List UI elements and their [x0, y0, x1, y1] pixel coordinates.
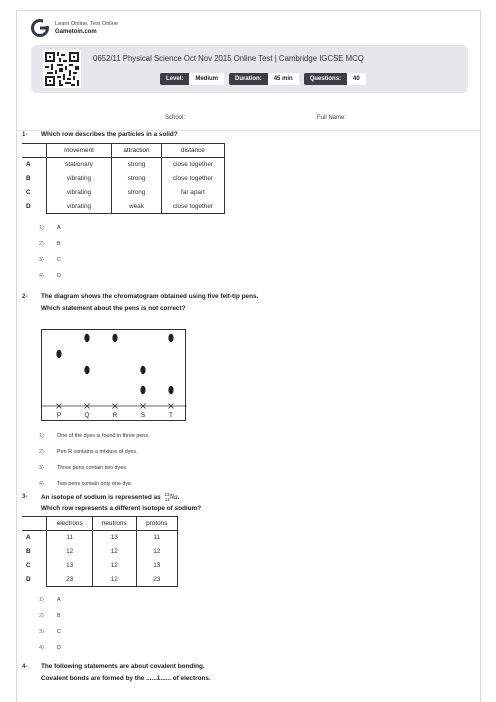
question-text: The diagram shows the chromatogram obtained using five felt-tip pens. [41, 293, 259, 300]
table-row [22, 172, 225, 186]
dye-spot-Q-0 [84, 334, 89, 342]
option-number: 1) [39, 433, 44, 439]
option-number: 3) [39, 465, 44, 471]
option-text: C [57, 629, 61, 635]
row-label: A [26, 534, 31, 542]
answer-option[interactable] [39, 241, 61, 247]
isotope-symbol: Na [169, 493, 178, 502]
level-chip [160, 73, 224, 85]
table-row [22, 200, 225, 214]
table-cell: vibrating [46, 186, 111, 200]
chip-key: Duration: [229, 73, 268, 85]
worksheet-page [16, 10, 481, 702]
table-cell: 12 [92, 573, 136, 587]
pen-label-P: P [56, 412, 62, 419]
question-text-2: Which statement about the pens is not correct? [41, 305, 186, 312]
table-header: distance [161, 144, 224, 158]
duration-chip [229, 73, 299, 85]
brand[interactable] [31, 19, 118, 37]
table-cell: 11 [47, 531, 93, 545]
dye-spot-P-0 [56, 350, 61, 358]
option-text: Pen R contains a mixture of dyes. [57, 449, 138, 455]
table-row [22, 559, 178, 573]
table-cell: 23 [47, 573, 93, 587]
chip-value: Medium [189, 73, 224, 85]
answer-option[interactable] [39, 481, 133, 487]
option-text: B [57, 241, 61, 247]
chromatogram-diagram [41, 329, 186, 421]
dye-spot-S-1 [140, 386, 145, 394]
chromatogram-svg [42, 330, 187, 422]
answer-option[interactable] [39, 645, 61, 651]
qr-code-icon [43, 50, 81, 88]
option-text: Two pens contain only one dye. [57, 481, 133, 487]
pen-label-S: S [140, 412, 146, 419]
option-number: 1) [39, 597, 44, 603]
table-cell: stationary [46, 158, 111, 172]
question-number: 3- [22, 494, 28, 500]
question-1-table [22, 143, 225, 214]
table-cell: 11 [136, 531, 177, 545]
answer-option[interactable] [39, 597, 61, 603]
table-header: attraction [112, 144, 162, 158]
row-label: C [26, 189, 31, 196]
answer-option[interactable] [39, 257, 61, 263]
test-title: 0652/11 Physical Science Oct Nov 2015 Online Test | Cambridge IGCSE MCQ [93, 54, 364, 63]
row-label: C [26, 562, 31, 569]
answer-option[interactable] [39, 433, 150, 439]
table-header: electrons [47, 517, 93, 531]
table-row [22, 531, 178, 545]
table-cell: 23 [136, 573, 177, 587]
table-row [22, 573, 178, 587]
option-number: 4) [39, 481, 44, 487]
questions-chip [304, 73, 366, 85]
table-row [22, 158, 225, 172]
row-label: A [26, 161, 31, 169]
answer-option[interactable] [39, 273, 61, 279]
question-3-table [22, 516, 178, 587]
row-label: B [26, 548, 31, 555]
dye-spot-S-0 [140, 366, 145, 374]
table-cell: 13 [92, 531, 136, 545]
answer-option[interactable] [39, 465, 127, 471]
question-text-main: An isotope of sodium is represented as [41, 494, 161, 502]
option-text: D [57, 645, 61, 651]
option-number: 1) [39, 225, 44, 231]
gametoin-logo-icon [31, 19, 49, 37]
pen-label-T: T [169, 412, 173, 419]
table-cell: strong [112, 158, 162, 172]
isotope-mass-number: 23 [164, 492, 170, 497]
dye-spot-T-1 [168, 386, 173, 394]
option-text: B [57, 613, 61, 619]
table-cell: 12 [92, 545, 136, 559]
question-text-2: Which row represents a different isotope of sodium? [41, 505, 202, 512]
brand-site[interactable]: Gametoin.com [55, 29, 97, 35]
question-number: 2- [22, 294, 28, 300]
question-number: 4- [22, 664, 28, 670]
answer-option[interactable] [39, 613, 61, 619]
option-text: One of the dyes is found in three pens. [57, 433, 150, 439]
answer-option[interactable] [39, 225, 61, 231]
table-row [22, 186, 225, 200]
option-text: D [57, 273, 61, 279]
table-header: movement [46, 144, 111, 158]
option-number: 4) [39, 645, 44, 651]
dye-spot-Q-1 [84, 366, 89, 374]
school-field-label: School: [165, 115, 186, 121]
chip-value: 40 [347, 73, 366, 85]
option-text: C [57, 257, 61, 263]
full-name-field-label: Full Name: [317, 115, 347, 121]
table-header: protons [136, 517, 177, 531]
header-spacer [22, 144, 46, 158]
table-cell: close together [161, 200, 224, 214]
row-label: B [26, 175, 31, 182]
answer-option[interactable] [39, 449, 138, 455]
table-cell: close together [161, 158, 224, 172]
table-cell: strong [112, 172, 162, 186]
table-header: neutrons [92, 517, 136, 531]
option-text: A [57, 225, 61, 231]
option-text: A [57, 597, 61, 603]
table-cell: 13 [47, 559, 93, 573]
question-text-2: Covalent bonds are formed by the ......1...... of electrons. [41, 675, 211, 682]
table-cell: close together [161, 172, 224, 186]
option-number: 2) [39, 613, 44, 619]
table-cell: far apart [161, 186, 224, 200]
table-cell: 12 [136, 545, 177, 559]
option-number: 3) [39, 257, 44, 263]
table-cell: 13 [136, 559, 177, 573]
answer-option[interactable] [39, 629, 61, 635]
option-text: Three pens contain two dyes. [57, 465, 128, 471]
isotope-atomic-number: 11 [164, 496, 170, 502]
table-cell: 12 [47, 545, 93, 559]
test-info-chips [160, 73, 371, 85]
row-label: D [26, 203, 31, 210]
dye-spot-R-0 [112, 334, 117, 342]
chip-key: Level: [160, 73, 189, 85]
dye-spot-T-0 [168, 334, 173, 342]
option-number: 4) [39, 273, 44, 279]
test-banner [31, 45, 468, 93]
pen-label-Q: Q [84, 412, 90, 419]
chip-value: 45 min [268, 73, 299, 85]
question-text [41, 493, 179, 502]
table-cell: 12 [92, 559, 136, 573]
table-cell: vibrating [46, 172, 111, 186]
option-number: 2) [39, 241, 44, 247]
option-number: 2) [39, 449, 44, 455]
table-row [22, 545, 178, 559]
table-cell: weak [112, 200, 162, 214]
isotope-punct: . [177, 494, 180, 502]
table-cell: vibrating [46, 200, 111, 214]
header-spacer [22, 517, 47, 531]
question-text: The following statements are about covalent bonding. [41, 663, 205, 670]
brand-tagline: Learn Online, Test Online [55, 21, 119, 27]
question-number: 1- [22, 132, 28, 138]
table-cell: strong [112, 186, 162, 200]
question-text: Which row describes the particles in a solid? [41, 131, 178, 138]
row-label: D [26, 576, 31, 583]
pen-label-R: R [112, 412, 118, 419]
option-number: 3) [39, 629, 44, 635]
chip-key: Questions: [304, 73, 347, 85]
